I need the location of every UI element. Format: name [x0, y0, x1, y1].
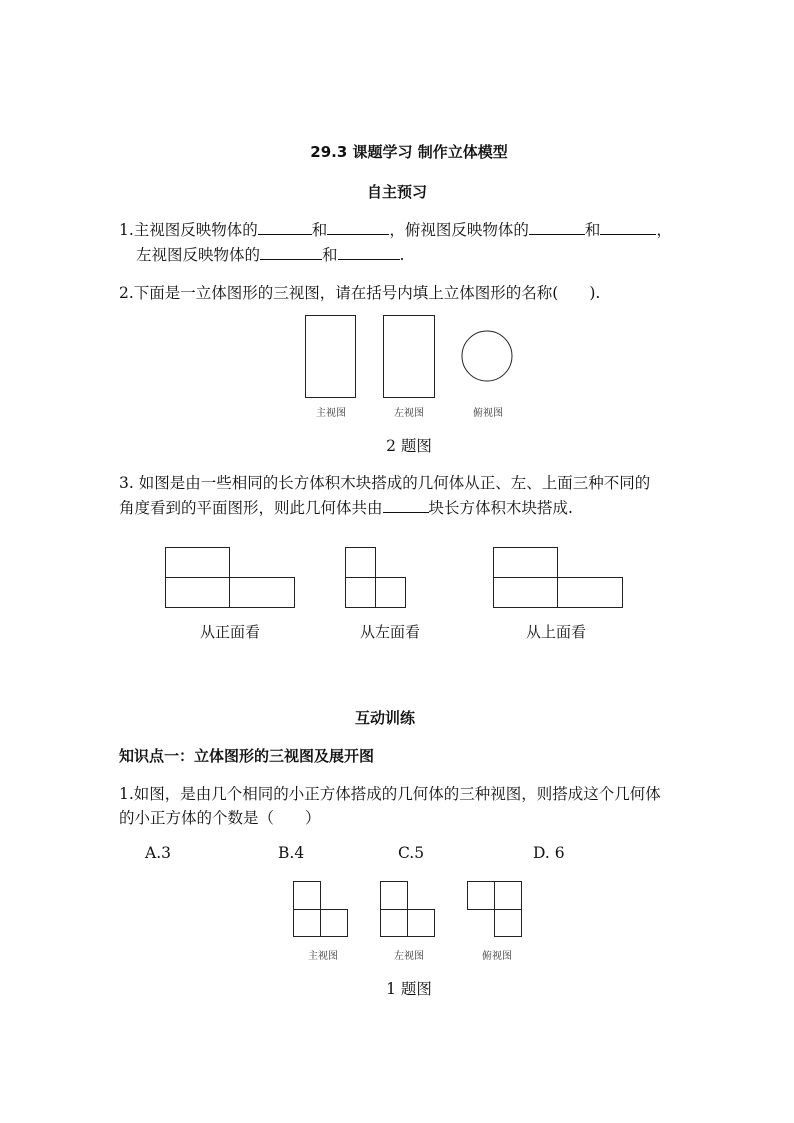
question-3-line-1: 3. 如图是由一些相同的长方体积木块搭成的几何体从正、左、上面三种不同的: [119, 474, 651, 492]
question-2-text: 2.下面是一立体图形的三视图，请在括号内填上立体图形的名称( ).: [119, 284, 601, 302]
q1-text-c: ，俯视图反映物体的: [389, 221, 529, 239]
front-view-rectangle: [306, 316, 356, 398]
q1-text-e: ，: [656, 221, 672, 239]
answer-blank[interactable]: [327, 220, 389, 235]
view-label: 俯视图: [482, 951, 512, 962]
question-1-line-1: [119, 218, 672, 240]
view-label: 主视图: [316, 408, 346, 419]
answer-blank[interactable]: [529, 220, 585, 235]
question-1-line-2: [136, 243, 404, 265]
q1-text-d: 和: [584, 221, 601, 239]
view-label: 从上面看: [525, 623, 586, 641]
option-c[interactable]: C.5: [398, 844, 425, 862]
figure-caption: 2 题图: [386, 437, 432, 455]
question-3-line-2: [119, 496, 573, 518]
top-view-shape: [494, 548, 623, 608]
answer-blank[interactable]: [600, 220, 656, 235]
view-label: 从正面看: [199, 623, 260, 641]
front-view-shape: [294, 882, 348, 937]
q3-text-b: 块长方体积木块搭成.: [428, 499, 573, 517]
option-b[interactable]: B.4: [278, 844, 305, 862]
left-view-shape: [346, 548, 406, 608]
q1-text-g: 和: [322, 246, 338, 264]
view-label: 左视图: [394, 951, 424, 962]
block-views-figure-q3: [160, 542, 630, 614]
section-heading-preview: 自主预习: [366, 183, 427, 201]
view-label: 从左面看: [359, 623, 420, 641]
left-view-shape: [381, 882, 435, 937]
view-label: 左视图: [394, 408, 424, 419]
q3-text-a: 角度看到的平面图形，则此几何体共由: [119, 499, 383, 517]
page-title: 29.3 课题学习 制作立体模型: [310, 143, 508, 161]
answer-blank[interactable]: [260, 245, 322, 260]
figure-caption: 1 题图: [386, 980, 432, 998]
q1-text-f: 左视图反映物体的: [136, 246, 261, 264]
section-heading-interactive: 互动训练: [354, 709, 415, 727]
q1-text-h: .: [399, 246, 405, 264]
q1-text-b: 和: [311, 221, 328, 239]
view-label: 俯视图: [473, 408, 503, 419]
cube-views-figure-exercise-1: [288, 878, 528, 942]
answer-blank[interactable]: [338, 245, 400, 260]
q1-text-a: 1.主视图反映物体的: [119, 221, 258, 239]
top-view-shape: [468, 882, 522, 937]
view-label: 主视图: [308, 951, 338, 962]
exercise-1-line-2: 的小正方体的个数是（ ）: [119, 809, 321, 827]
front-view-shape: [166, 548, 295, 608]
three-views-figure-q2: [300, 312, 520, 402]
answer-blank[interactable]: [258, 220, 312, 235]
exercise-1-line-1: 1.如图，是由几个相同的小正方体搭成的几何体的三种视图，则搭成这个几何体: [119, 785, 661, 803]
top-view-circle: [462, 331, 512, 381]
left-view-rectangle: [384, 316, 435, 398]
knowledge-point-heading: 知识点一：立体图形的三视图及展开图: [119, 747, 375, 765]
option-a[interactable]: A.3: [145, 844, 171, 862]
answer-blank[interactable]: [383, 498, 429, 513]
option-d[interactable]: D. 6: [533, 844, 565, 862]
